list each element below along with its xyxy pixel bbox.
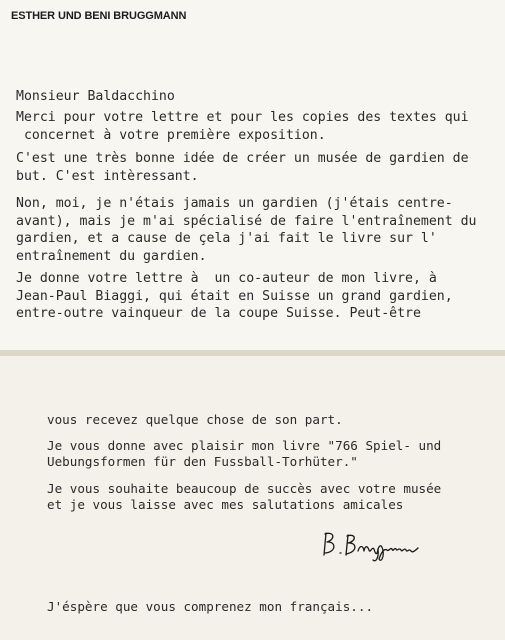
letter-card-bottom <box>0 356 505 640</box>
letterhead: ESTHER UND BENI BRUGGMANN <box>11 10 187 22</box>
paragraph-co-author: Je donne votre lettre à un co-auteur de mon livre, à Jean-Paul Biaggi, qui était en Suisse un grand gardien, entre-outre vainqueur de la coupe Suisse. Peut-être <box>16 271 453 321</box>
paragraph-closing: Je vous souhaite beaucoup de succès avec votre musée et je vous laisse avec mes salutations amicales <box>47 481 442 512</box>
paragraph-museum-idea: C'est une très bonne idée de créer un musée de gardien de but. C'est intèressant. <box>16 151 469 184</box>
paragraph-continuation: vous recevez quelque chose de son part. <box>47 412 343 427</box>
paragraph-thanks: Merci pour votre lettre et pour les copies des textes qui concernet à votre première exposition. <box>16 110 469 143</box>
handwritten-signature <box>320 527 450 567</box>
postscript: J'éspère que vous comprenez mon français... <box>47 599 374 614</box>
salutation: Monsieur Baldacchino <box>16 89 175 104</box>
paragraph-book: Je vous donne avec plaisir mon livre "766 Spiel- und Uebungsformen für den Fussball-Torhüter." <box>47 438 442 469</box>
paragraph-goalkeeper: Non, moi, je n'étais jamais un gardien (j'étais centre- avant), mais je m'ai spécialisé de faire l'entraînement du gardien, et a cause de çela j'ai fait le livre sur l' entraînement du gardien. <box>16 196 477 264</box>
